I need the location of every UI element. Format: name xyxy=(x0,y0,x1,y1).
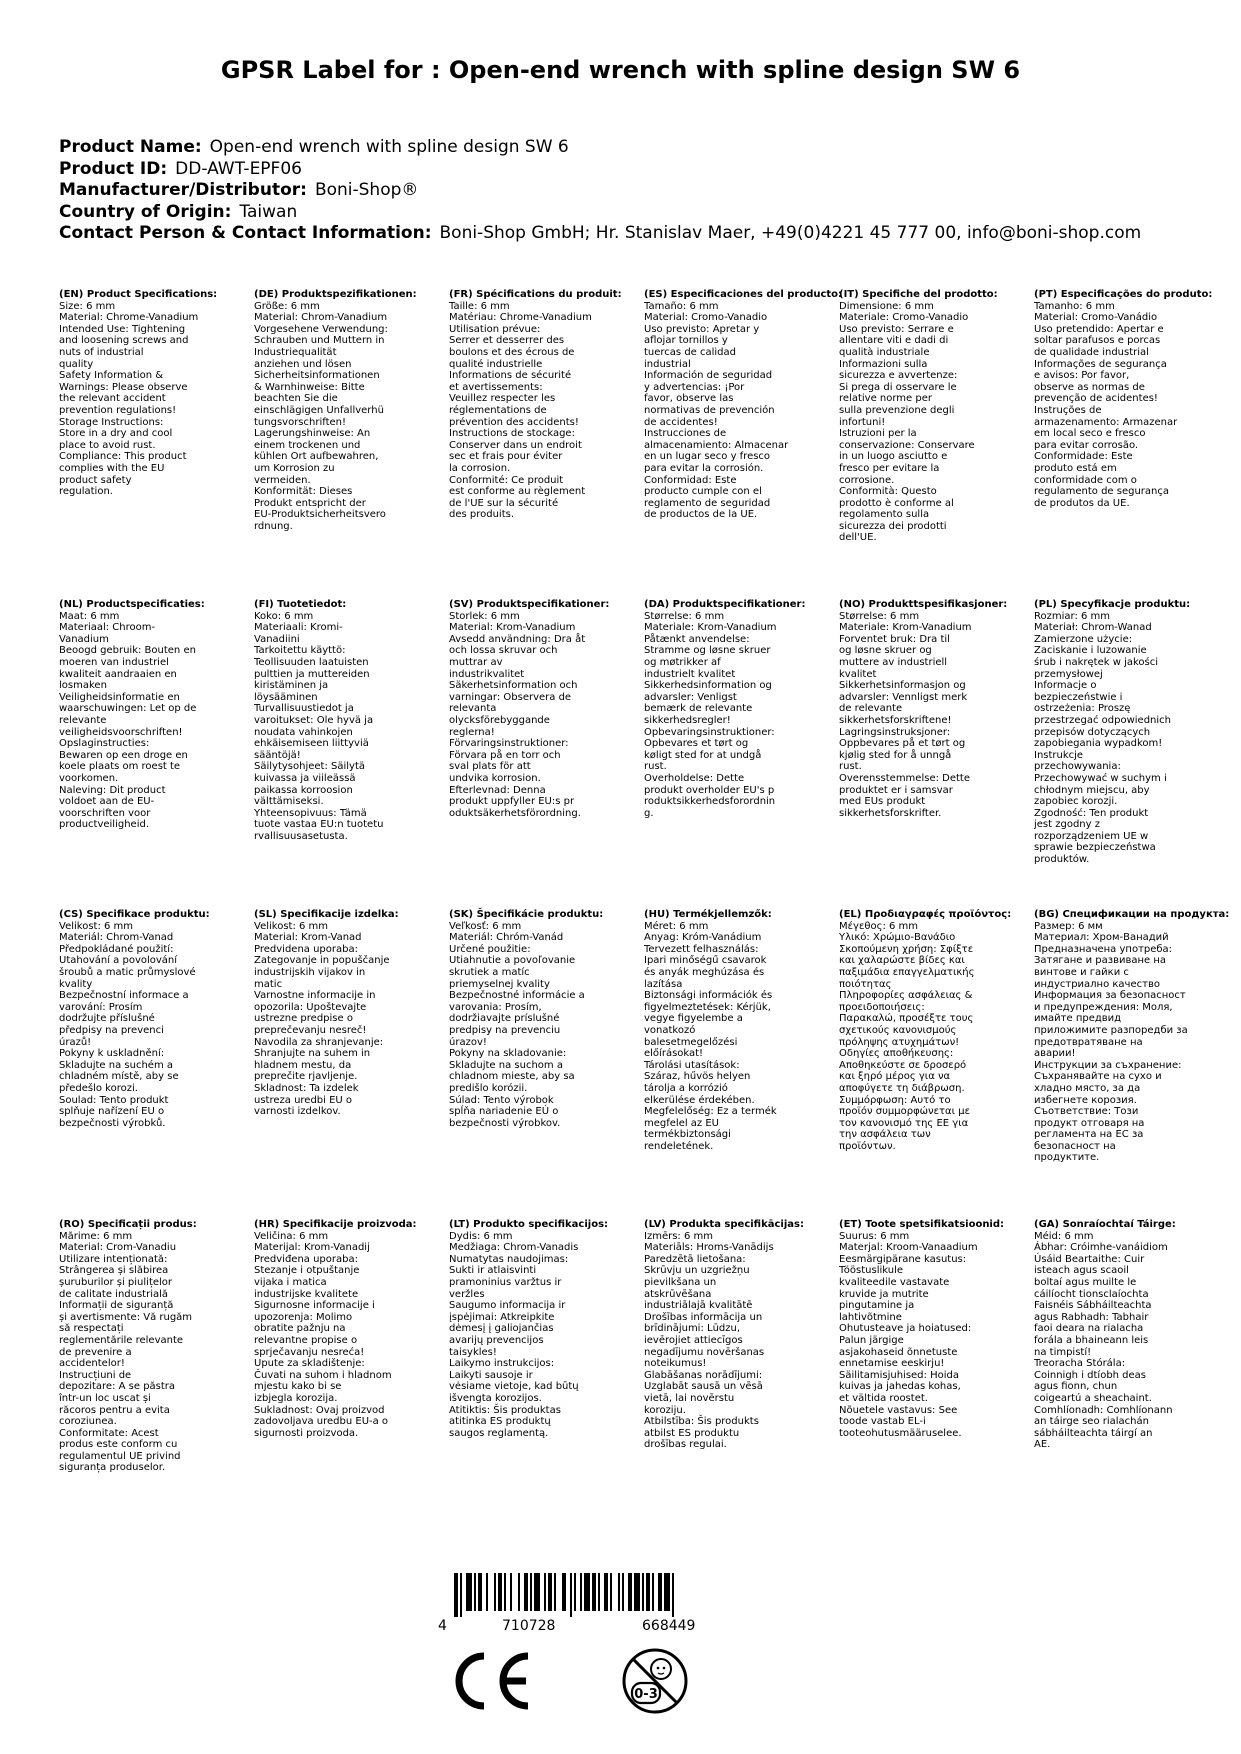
spec-line: Material: Cromo-Vanádio xyxy=(1034,312,1158,324)
spec-line: Conformitate: Acest produs este conform cu regulamentul UE privind siguranța produselor. xyxy=(59,1427,181,1474)
spec-line: Taille: 6 mm xyxy=(449,300,510,312)
spec-block-heading: (ES) Especificaciones del producto: xyxy=(644,289,843,300)
spec-block-heading: (GA) Sonraíochtaí Táirge: xyxy=(1034,1219,1176,1230)
spec-line: Zamierzone użycie: Zaciskanie i luzowanie śrub i nakrętek w jakości przemysłowej xyxy=(1034,633,1159,680)
spec-block-heading: (HR) Specifikacije proizvoda: xyxy=(254,1219,417,1230)
spec-line: Mărime: 6 mm xyxy=(59,1230,133,1242)
barcode-bar xyxy=(574,1573,576,1611)
age-label: 0-3 xyxy=(634,1687,658,1702)
spec-line: Comhlíonadh: Comhlíonann an táirge seo rialachán sábháilteachta táirgí an AE. xyxy=(1034,1404,1173,1451)
spec-line: Nõuetele vastavus: See toode vastab EL-i tooteohutusmääruseleе. xyxy=(839,1404,962,1439)
spec-block-heading: (DE) Produktspezifikationen: xyxy=(254,289,417,300)
spec-line: Overensstemmelse: Dette produktet er i samsvar med EUs produkt sikkerhetsforskrifter. xyxy=(839,772,970,819)
spec-line: Instructions de stockage: Conserver dans un endroit sec et frais pour éviter la corrosion. xyxy=(449,428,582,474)
spec-line: Naleving: Dit product voldoet aan de EU- voorschriften voor productveiligheid. xyxy=(59,784,166,831)
info-label: Product ID: xyxy=(59,158,168,179)
spec-line: Material: Krom-Vanadium xyxy=(449,622,576,634)
spec-line: Οδηγίες αποθήκευσης: Αποθηκεύστε σε δροσερό και ξηρό μέρος για να αποφύγετε τη διάβρωση. xyxy=(839,1048,967,1094)
info-label: Country of Origin: xyxy=(59,201,232,222)
spec-block xyxy=(1034,1219,1226,1451)
info-contact xyxy=(59,223,1141,245)
spec-line: Beoogd gebruik: Bouten en moeren van industriel kwaliteit aandraaien en losmaken xyxy=(59,645,196,692)
spec-line: Veľkosť: 6 mm xyxy=(449,920,522,932)
barcode-bar xyxy=(486,1573,488,1611)
spec-block xyxy=(839,599,1031,819)
spec-line: Size: 6 mm xyxy=(59,300,116,312)
spec-line: Informacje o bezpieczeństwie i ostrzeżenia: Proszę przestrzegać odpowiednich przepisów dotyczących zapobiegania wypadkom! xyxy=(1034,680,1171,750)
spec-line: Informazioni sulla sicurezza e avvertenze: Si prega di osservare le relative norme per sulla prevenzione degli infortuni! xyxy=(839,358,958,428)
spec-line: Suurus: 6 mm xyxy=(839,1230,910,1242)
spec-line: Saugumo informacija ir įspėjimai: Atkreipkite dėmesį į galiojančias avarijų prevencijos taisykles! xyxy=(449,1300,566,1358)
spec-line: Größe: 6 mm xyxy=(254,300,320,312)
spec-line: Förvaringsinstruktioner: Förvara på en torr och sval plats för att undvika korrosion. xyxy=(449,738,569,784)
spec-line: Avsedd användning: Dra åt och lossa skruvar och muttrar av industrikvalitet xyxy=(449,633,586,680)
spec-line: Dimensione: 6 mm xyxy=(839,300,934,312)
spec-block-heading: (LV) Produkta specifikācijas: xyxy=(644,1219,804,1230)
spec-line: Tamaño: 6 mm xyxy=(644,300,719,312)
spec-line: Sikkerhedsinformation og advarsler: Venligst bemærk de relevante sikkerhedsregler! xyxy=(644,680,772,726)
spec-block-heading: (DA) Produktspecifikationer: xyxy=(644,599,806,610)
spec-block-heading: (SK) Špecifikácie produktu: xyxy=(449,909,604,920)
spec-line: Материал: Хром-Ванадий xyxy=(1034,932,1169,944)
spec-line: Υλικό: Χρώμιο-Βανάδιο xyxy=(839,932,956,944)
spec-line: Uso previsto: Serrare e allentare viti e dadi di qualità industriale xyxy=(839,323,954,358)
spec-line: Materiaali: Kromi- Vanadiini xyxy=(254,622,343,645)
barcode-bar xyxy=(454,1573,458,1617)
spec-block-heading: (FI) Tuotetiedot: xyxy=(254,599,347,610)
spec-block-heading: (IT) Specifiche del prodotto: xyxy=(839,289,998,300)
spec-line: Laikymo instrukcijos: Laikyti sausoje ir vėsiame vietoje, kad būtų išvengta korozijos. xyxy=(449,1358,579,1404)
spec-block-heading: (NL) Productspecificaties: xyxy=(59,599,205,610)
barcode-bar xyxy=(634,1573,640,1611)
spec-line: Ábhar: Cróimhe-vanáidiom xyxy=(1034,1242,1168,1254)
spec-block-heading: (EL) Προδιαγραφές προϊόντος: xyxy=(839,909,1012,920)
spec-line: Faisnéis Sábháilteachta agus Rabhadh: Tabhair faoi deara na rialacha forála a bhaineann leis na timpistí! xyxy=(1034,1300,1152,1358)
spec-block xyxy=(1034,599,1226,866)
spec-line: Izmērs: 6 mm xyxy=(644,1230,713,1242)
spec-block xyxy=(59,1219,251,1474)
spec-block xyxy=(59,909,251,1129)
spec-line: Soulad: Tento produkt splňuje nařízení EU o bezpečnosti výrobků. xyxy=(59,1094,169,1129)
spec-line: Yhteensopivuus: Tämä tuote vastaa EU:n tuotetu rvallisuusasetusta. xyxy=(254,807,384,842)
spec-block xyxy=(254,909,446,1118)
spec-block xyxy=(449,909,641,1129)
spec-line: Veiligheidsinformatie en waarschuwingen: Let op de relevante veiligheidsvoorschriften! xyxy=(59,691,197,738)
barcode-digits-right: 668449 xyxy=(642,1618,696,1634)
spec-line: Drošības informācija un brīdinājumi: Lūdzu, ievērojiet attiecīgos negadījumu novēršanas noteikumus! xyxy=(644,1311,765,1370)
info-product-id xyxy=(59,159,1141,181)
barcode-bar xyxy=(478,1573,482,1611)
spec-line: Materiale: Krom-Vanadium xyxy=(644,622,777,634)
spec-line: Sukladnost: Ovaj proizvod zadovoljava uredbu EU-a o sigurnosti proizvoda. xyxy=(254,1404,389,1439)
product-info xyxy=(59,137,1141,245)
barcode-bar xyxy=(504,1573,506,1611)
barcode xyxy=(430,1573,740,1617)
spec-line: Информация за безопасност и предупреждения: Моля, имайте предвид приложимите разпоредби за предотвратяване на аварии! xyxy=(1034,990,1188,1060)
barcode-bar xyxy=(618,1573,620,1611)
spec-line: Dydis: 6 mm xyxy=(449,1230,513,1242)
spec-line: Predviđena uporaba: Stezanje i otpuštanje vijaka i matica industrijske kvalitete xyxy=(254,1253,360,1300)
spec-line: Materijal: Krom-Vanadij xyxy=(254,1242,370,1254)
spec-line: Informações de segurança e avisos: Por favor, observe as normas de prevenção de acidentes! xyxy=(1034,358,1167,405)
spec-line: Tamanho: 6 mm xyxy=(1034,300,1115,312)
spec-line: Størrelse: 6 mm xyxy=(644,610,725,622)
spec-block-heading: (EN) Product Specifications: xyxy=(59,289,218,300)
spec-line: Instrukcje przechowywania: Przechowywać w suchym i chłodnym miejscu, aby zapobiec korozji. xyxy=(1034,749,1167,808)
spec-line: Tarkoitettu käyttö: Teollisuuden laatuisten pulttien ja muttereiden kiristäminen ja löysääminen xyxy=(254,645,370,703)
spec-line: Información de seguridad y advertencias: ¡Por favor, observe las normativas de prevención de accidentes! xyxy=(644,370,775,428)
ce-mark-icon xyxy=(450,1650,534,1712)
spec-block-heading: (FR) Spécifications du produit: xyxy=(449,289,622,300)
barcode-bar xyxy=(672,1573,674,1617)
spec-line: Säilytysohjeet: Säilytä kuivassa ja viileässä paikassa korroosion välttämiseksi. xyxy=(254,761,366,808)
spec-line: Opbevaringsinstruktioner: Opbevares et tørt og køligt sted for at undgå rust. xyxy=(644,726,775,773)
spec-line: Skladnost: Ta izdelek ustreza uredbi EU o varnosti izdelkov. xyxy=(254,1082,359,1118)
spec-block xyxy=(59,289,251,498)
info-label: Contact Person & Contact Information: xyxy=(59,223,432,243)
spec-line: Veličina: 6 mm xyxy=(254,1230,329,1242)
spec-line: Material: Chrome-Vanadium xyxy=(59,312,199,324)
barcode-bar xyxy=(534,1573,540,1611)
spec-line: Materiale: Krom-Vanadium xyxy=(839,622,972,634)
spec-block xyxy=(839,1219,1031,1439)
barcode-bar xyxy=(628,1573,632,1611)
spec-block xyxy=(59,599,251,831)
barcode-bar xyxy=(592,1573,596,1611)
barcode-bar xyxy=(460,1573,462,1617)
spec-line: Pokyny k uskladnění: Skladujte na suchém a chladném místě, aby se předešlo korozi. xyxy=(59,1048,179,1094)
spec-block xyxy=(254,1219,446,1439)
spec-line: Material: Chrom-Vanadium xyxy=(254,312,388,324)
barcode-bar xyxy=(652,1573,654,1611)
spec-line: Informații de siguranță și avertismente: Vă rugăm să respectați reglementările relevante de prevenire a accidentelor! xyxy=(59,1300,193,1370)
spec-block-heading: (SV) Produktspecifikationer: xyxy=(449,599,610,610)
barcode-bar xyxy=(530,1573,532,1611)
info-product-name xyxy=(59,137,1141,159)
spec-block xyxy=(449,1219,641,1439)
spec-line: Opslaginstructies: Bewaren op een droge en koele plaats om roest te voorkomen. xyxy=(59,738,188,784)
spec-block-heading: (BG) Спецификации на продукта: xyxy=(1034,909,1230,920)
barcode-bar xyxy=(584,1573,590,1611)
spec-line: Uso previsto: Apretar y aflojar tornillos y tuercas de calidad industrial xyxy=(644,323,760,370)
spec-line: Velikost: 6 mm xyxy=(59,920,134,932)
spec-line: Intended Use: Tightening and loosening screws and nuts of industrial quality xyxy=(59,323,189,370)
spec-line: Πληροφορίες ασφάλειας & προειδοποιήσεις: Παρακαλώ, προσέξτε τους σχετικούς κανονισμούς πρόληψης ατυχημάτων! xyxy=(839,990,974,1048)
spec-line: Méret: 6 mm xyxy=(644,920,709,932)
spec-line: Предназначена употреба: Затягане и развиване на винтове и гайки с индустриално качество xyxy=(1034,943,1173,990)
spec-line: Úsáid Beartaithe: Cuir isteach agus scaoil boltaí agus muilte le cáilíocht tionsclaíochta xyxy=(1034,1253,1149,1300)
spec-line: Σκοπούμενη χρήση: Σφίξτε και χαλαρώστε βίδες και παξιμάδια επαγγελματικής ποιότητας xyxy=(839,943,975,990)
spec-line: Material: Krom-Vanad xyxy=(254,932,362,944)
barcode-bar xyxy=(554,1573,556,1611)
spec-line: Rozmiar: 6 mm xyxy=(1034,610,1111,622)
spec-block xyxy=(254,599,446,842)
info-country xyxy=(59,202,1141,224)
spec-line: Predvidena uporaba: Zategovanje in popuščanje industrijskih vijakov in matic xyxy=(254,943,390,990)
spec-line: Materiał: Chrom-Wanad xyxy=(1034,622,1152,634)
spec-line: Conformità: Questo prodotto è conforme al regolamento sulla sicurezza dei prodotti dell'UE. xyxy=(839,486,954,544)
spec-block-heading: (ET) Toote spetsifikatsioonid: xyxy=(839,1219,1005,1230)
spec-line: Varnostne informacije in opozorila: Upoštevajte ustrezne predpise o preprečevanju nesreč! xyxy=(254,990,376,1036)
spec-line: Pokyny na skladovanie: Skladujte na suchom a chladnom mieste, aby sa predišlo korózii. xyxy=(449,1048,575,1094)
spec-line: Conformidade: Este produto está em conformidade com o regulamento de segurança de produtos da UE. xyxy=(1034,451,1170,509)
spec-block xyxy=(644,599,836,819)
spec-block xyxy=(449,289,641,521)
spec-line: Turvallisuustiedot ja varoitukset: Ole hyvä ja noudata vahinkojen ehkäisemiseen liittyviä sääntöjä! xyxy=(254,703,374,761)
spec-block-heading: (LT) Produkto specifikacijos: xyxy=(449,1219,609,1230)
spec-block-heading: (PT) Especificações do produto: xyxy=(1034,289,1213,300)
barcode-bar xyxy=(474,1573,476,1611)
spec-line: Säkerhetsinformation och varningar: Observera de relevanta olycksförebyggande reglerna! xyxy=(449,680,578,738)
barcode-bar xyxy=(580,1573,582,1611)
spec-line: Vorgesehene Verwendung: Schrauben und Muttern in Industriequalität anziehen und lösen xyxy=(254,323,388,370)
info-value: Boni-Shop® xyxy=(314,180,419,200)
info-label: Product Name: xyxy=(59,137,202,157)
spec-line: Maat: 6 mm xyxy=(59,610,120,622)
spec-line: Storage Instructions: Store in a dry and cool place to avoid rust. xyxy=(59,416,173,451)
spec-line: Biztonsági információk és figyelmeztetések: Kérjük, vegye figyelembe a vonatkozó balesetmegelőzési előírásokat! xyxy=(644,990,773,1060)
spec-line: Materiál: Chróm-Vanád xyxy=(449,932,564,944)
spec-block-heading: (PL) Specyfikacje produktu: xyxy=(1034,599,1191,610)
spec-line: Upute za skladištenje: Čuvati na suhom i hladnom mjestu kako bi se izbjegla korozija. xyxy=(254,1358,392,1404)
spec-line: Lagringsinstruksjoner: Oppbevares på et tørt og kjølig sted for å unngå rust. xyxy=(839,726,966,773)
spec-line: Materjal: Kroom-Vanaadium xyxy=(839,1242,978,1254)
spec-line: Sigurnosne informacije i upozorenja: Molimo obratite pažnju na relevantne propise o sprječavanju nesreća! xyxy=(254,1300,375,1358)
spec-block xyxy=(644,289,843,521)
spec-line: Sikkerhetsinformasjon og advarsler: Vennligst merk de relevante sikkerhetsforskriftene! xyxy=(839,680,968,726)
barcode-digit-prefix: 4 xyxy=(438,1618,447,1634)
spec-line: Konformität: Dieses Produkt entspricht der EU-Produktsicherheitsvero rdnung. xyxy=(254,486,386,532)
spec-line: Размер: 6 мм xyxy=(1034,920,1103,932)
spec-line: Forventet bruk: Dra til og løsne skruer og muttere av industriell kvalitet xyxy=(839,633,950,680)
spec-block xyxy=(839,289,1031,544)
spec-line: Tárolási utasítások: Száraz, hűvös helyen tárolja a korrózió elkerülése érdekében. xyxy=(644,1059,755,1106)
info-manufacturer xyxy=(59,180,1141,202)
spec-line: Säilitamisjuhised: Hoida kuivas ja jahedas kohas, et vältida roostet. xyxy=(839,1369,961,1404)
spec-line: Utilisation prévue: Serrer et desserrer des boulons et des écrous de qualité industrielle xyxy=(449,323,575,370)
spec-line: Koko: 6 mm xyxy=(254,610,314,622)
spec-block-heading: (CS) Specifikace produktu: xyxy=(59,909,210,920)
spec-line: Tervezett felhasználás: Ipari minőségű csavarok és anyák meghúzása és lazítása xyxy=(644,943,767,990)
spec-line: Navodila za shranjevanje: Shranjujte na suhem in hladnem mestu, da preprečite rjavljenje. xyxy=(254,1036,384,1083)
barcode-bar xyxy=(544,1573,546,1611)
spec-line: Medžiaga: Chrom-Vanadis xyxy=(449,1242,579,1254)
spec-line: Matériau: Chrome-Vanadium xyxy=(449,312,592,324)
barcode-bar xyxy=(598,1573,600,1611)
spec-line: Ohutusteave ja hoiatused: Palun järgige asjakohaseid õnnetuste ennetamise eeskirju! xyxy=(839,1323,972,1370)
spec-line: Súlad: Tento výrobok spĺňa nariadenie EÚ o bezpečnosti výrobkov. xyxy=(449,1094,561,1129)
barcode-bar xyxy=(524,1573,528,1611)
spec-block-heading: (HU) Termékjellemzők: xyxy=(644,909,772,920)
spec-line: Eesmärgipärane kasutus: Tööstuslikule kvaliteedile vastavate kruvide ja mutrite pingutamine ja lahtivõtmine xyxy=(839,1253,967,1323)
spec-line: Instrucciones de almacenamiento: Almacenar en un lugar seco y fresco para evitar la corrosión. xyxy=(644,428,789,474)
spec-line: Uso pretendido: Apertar e soltar parafusos e porcas de qualidade industrial xyxy=(1034,323,1164,358)
spec-line: Μέγεθος: 6 mm xyxy=(839,920,919,932)
spec-line: Paredzētā lietošana: Skrūvju un uzgriežņu pievilkšana un atskrūvēšana industriālajā kvalitātē xyxy=(644,1253,753,1312)
barcode-bar xyxy=(658,1573,662,1611)
barcode-digits-left: 710728 xyxy=(502,1618,556,1634)
spec-block-heading: (RO) Specificații produs: xyxy=(59,1219,197,1230)
spec-line: Påtænkt anvendelse: Stramme og løsne skruer og møtrikker af industrielt kvalitet xyxy=(644,633,771,680)
spec-line: Conformité: Ce produit est conforme au règlement de l'UE sur la sécurité des produits. xyxy=(449,474,586,521)
info-value: Boni-Shop GmbH; Hr. Stanislav Maer, +49(0)4221 45 777 00, info@boni-shop.com xyxy=(439,223,1142,243)
barcode-bar xyxy=(646,1573,650,1611)
spec-line: Størrelse: 6 mm xyxy=(839,610,920,622)
barcode-bar xyxy=(570,1573,572,1617)
spec-line: Conformidad: Este producto cumple con el reglamento de seguridad de productos de la UE. xyxy=(644,474,771,521)
spec-line: Informations de sécurité et avertissements: Veuillez respecter les réglementations de prévention des accidents! xyxy=(449,370,579,428)
barcode-bar xyxy=(510,1573,512,1611)
spec-line: Istruzioni per la conservazione: Conservare in un luogo asciutto e fresco per evitare la corrosione. xyxy=(839,428,975,486)
spec-line: Předpokládané použití: Utahování a povolování šroubů a matic průmyslové kvality xyxy=(59,943,196,990)
barcode-bar xyxy=(548,1573,552,1611)
spec-line: Utilizare intenționată: Strângerea și slăbirea șuruburilor și piulițelor de calitate industrială xyxy=(59,1253,173,1300)
spec-block xyxy=(449,599,641,819)
barcode-bar xyxy=(562,1573,566,1611)
spec-block xyxy=(644,909,836,1152)
spec-line: Инструкции за съхранение: Съхранявайте на сухо и хладно място, за да избегнете корозия. xyxy=(1034,1059,1182,1106)
barcode-bar xyxy=(622,1573,624,1611)
info-value: Taiwan xyxy=(239,201,298,222)
spec-line: Glabāšanas norādījumi: Uzglabāt sausā un vēsā vietā, lai novērstu koroziju. xyxy=(644,1369,763,1416)
spec-line: Bezpečnostní informace a varování: Prosím dodržujte příslušné předpisy na prevenci úrazů! xyxy=(59,990,189,1048)
info-value: DD-AWT-EPF06 xyxy=(175,158,302,179)
spec-line: Zgodność: Ten produkt jest zgodny z rozporządzeniem UE w sprawie bezpieczeństwa produktów. xyxy=(1034,807,1156,866)
info-label: Manufacturer/Distributor: xyxy=(59,180,307,200)
spec-line: Méid: 6 mm xyxy=(1034,1230,1094,1242)
barcode-bar xyxy=(498,1573,502,1611)
spec-line: Съответствие: Този продукт отговаря на регламента на ЕС за безопасност на продуктите. xyxy=(1034,1106,1145,1164)
spec-block xyxy=(254,289,446,532)
spec-block-heading: (NO) Produkttspesifikasjoner: xyxy=(839,599,1008,610)
spec-line: Materiāls: Hroms-Vanādijs xyxy=(644,1242,774,1254)
spec-line: Numatytas naudojimas: Sukti ir atlaisvinti pramoninius varžtus ir veržles xyxy=(449,1253,569,1300)
spec-line: Treoracha Stórála: Coinnigh i dtíobh deas agus fionn, chun coigeartú a sheachaint. xyxy=(1034,1358,1152,1404)
spec-line: Instruções de armazenamento: Armazenar em local seco e fresco para evitar corrosão. xyxy=(1034,404,1178,451)
barcode-bar xyxy=(518,1573,520,1611)
spec-line: Atbilstība: Šis produkts atbilst ES produktu drošības regulai. xyxy=(644,1416,759,1451)
spec-line: Bezpečnostné informácie a varovania: Prosím, dodržiavajte príslušné predpisy na prevenciu úrazov! xyxy=(449,990,585,1048)
barcode-bar xyxy=(466,1573,472,1611)
info-value: Open-end wrench with spline design SW 6 xyxy=(209,137,569,157)
spec-block xyxy=(644,1219,836,1451)
spec-line: Συμμόρφωση: Αυτό το προϊόν συμμορφώνεται με τον κανονισμό της ΕΕ για την ασφάλεια των προϊόντων. xyxy=(839,1094,970,1152)
spec-line: Overholdelse: Dette produkt overholder EU's p roduktsikkerhedsforordnin g. xyxy=(644,772,776,819)
not-for-children-0-3-icon xyxy=(620,1646,690,1716)
spec-line: Storlek: 6 mm xyxy=(449,610,520,622)
spec-line: Lagerungshinweise: An einem trockenen und kühlen Ort aufbewahren, um Korrosion zu vermeiden. xyxy=(254,428,379,486)
barcode-bar xyxy=(610,1573,612,1611)
spec-line: Materiaal: Chroom- Vanadium xyxy=(59,622,156,645)
spec-line: Atitiktis: Šis produktas atitinka ES produktų saugos reglamentą. xyxy=(449,1404,561,1439)
spec-line: Efterlevnad: Denna produkt uppfyller EU:s pr oduktsäkerhetsförordning. xyxy=(449,784,581,819)
spec-line: Safety Information & Warnings: Please observe the relevant accident prevention regulations! xyxy=(59,370,188,416)
spec-line: Anyag: Króm-Vanádium xyxy=(644,932,762,944)
spec-line: Sicherheitsinformationen & Warnhinweise: Bitte beachten Sie die einschlägigen Unfallverhü tungsvorschriften! xyxy=(254,370,384,428)
spec-line: Materiale: Cromo-Vanadio xyxy=(839,312,969,324)
spec-block xyxy=(1034,289,1226,509)
barcode-bar xyxy=(494,1573,496,1611)
page-title: GPSR Label for : Open-end wrench with spline design SW 6 xyxy=(220,56,1021,84)
spec-line: Materiál: Chrom-Vanad xyxy=(59,932,174,944)
spec-line: Material: Cromo-Vanadio xyxy=(644,312,768,324)
spec-line: Instrucțiuni de depozitare: A se păstra într-un loc uscat și răcoros pentru a evita coroziunea. xyxy=(59,1369,176,1428)
spec-line: Megfelelőség: Ez a termék megfelel az EU termékbiztonsági rendeletének. xyxy=(644,1106,777,1152)
spec-block-heading: (SL) Specifikacije izdelka: xyxy=(254,909,399,920)
barcode-bar xyxy=(664,1573,670,1611)
spec-block xyxy=(1034,909,1230,1164)
barcode-bar xyxy=(604,1573,608,1611)
spec-block xyxy=(839,909,1031,1152)
barcode-bar xyxy=(642,1573,644,1611)
spec-line: Material: Crom-Vanadiu xyxy=(59,1242,177,1254)
spec-line: Velikost: 6 mm xyxy=(254,920,329,932)
spec-line: Compliance: This product complies with the EU product safety regulation. xyxy=(59,451,187,498)
spec-line: Určené použitie: Utiahnutie a povoľovanie skrutiek a matíc priemyselnej kvality xyxy=(449,943,576,990)
